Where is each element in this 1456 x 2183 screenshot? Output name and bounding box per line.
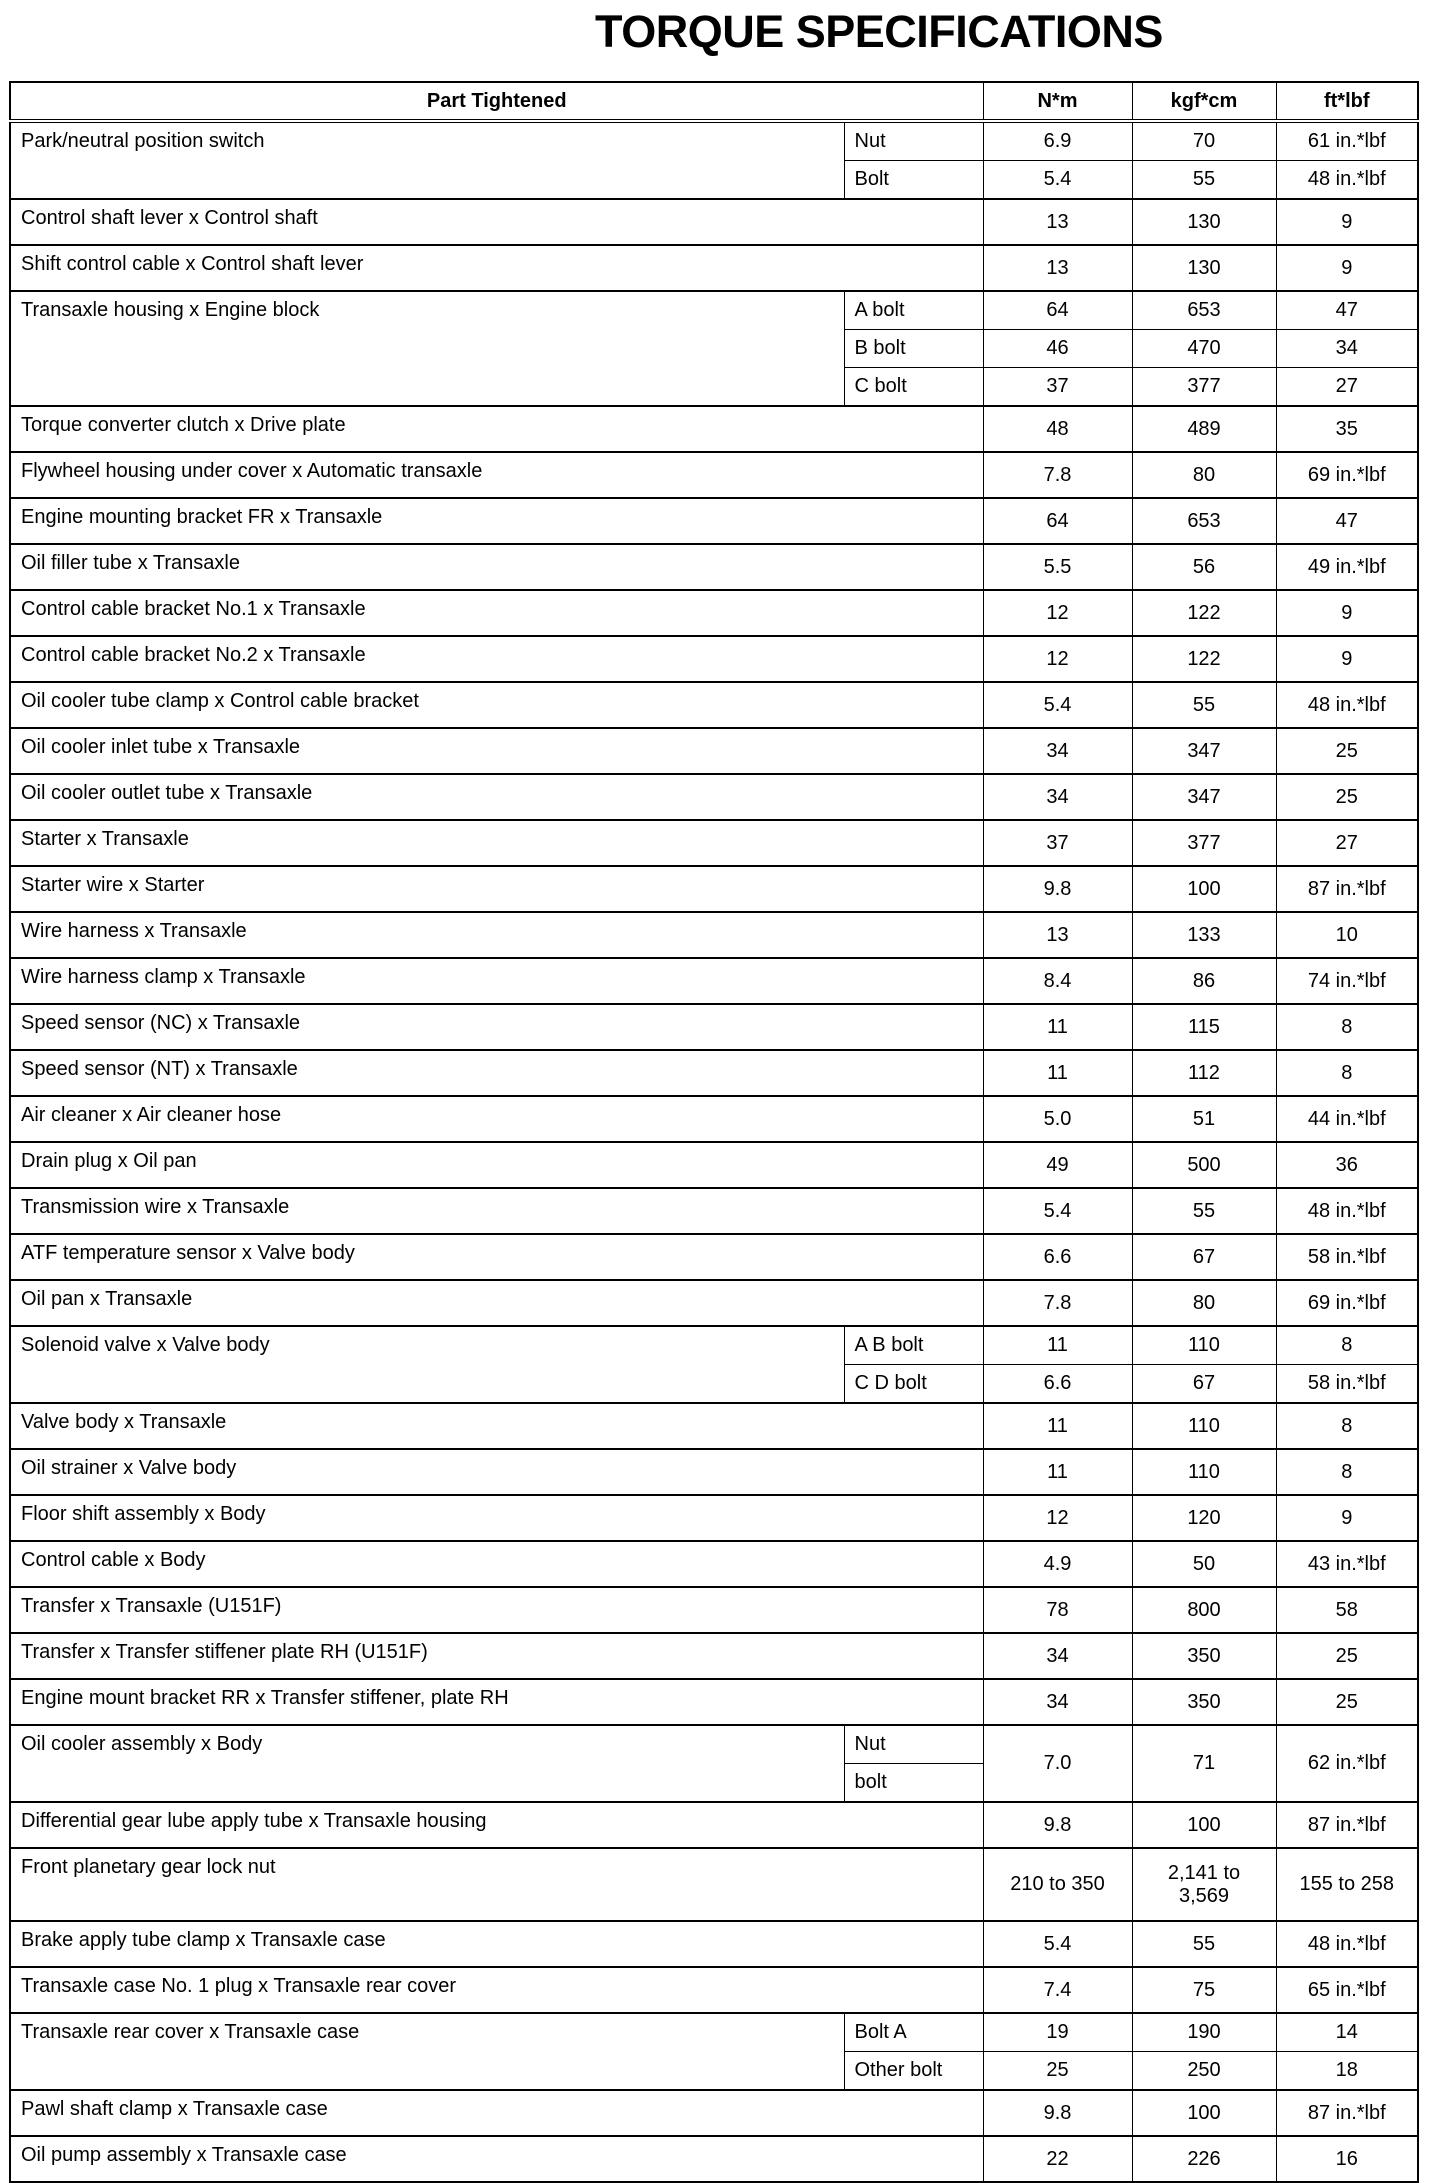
part-name: Starter x Transaxle (10, 820, 983, 866)
value-ft: 48 in.*lbf (1276, 682, 1418, 728)
part-name: Transaxle case No. 1 plug x Transaxle rear cover (10, 1967, 983, 2013)
value-kgf: 133 (1132, 912, 1276, 958)
value-nm: 12 (983, 590, 1132, 636)
value-kgf: 489 (1132, 406, 1276, 452)
value-kgf: 56 (1132, 544, 1276, 590)
value-nm: 34 (983, 1633, 1132, 1679)
value-ft: 58 (1276, 1587, 1418, 1633)
part-name: Wire harness x Transaxle (10, 912, 983, 958)
header-nm: N*m (983, 82, 1132, 121)
value-nm: 5.4 (983, 682, 1132, 728)
header-ft: ft*lbf (1276, 82, 1418, 121)
table-row (10, 1802, 1418, 1848)
sub-part: A bolt (844, 291, 983, 330)
table-row (10, 958, 1418, 1004)
value-kgf: 377 (1132, 820, 1276, 866)
part-name: Oil cooler inlet tube x Transaxle (10, 728, 983, 774)
value-nm: 12 (983, 636, 1132, 682)
value-ft: 58 in.*lbf (1276, 1234, 1418, 1280)
value-ft: 47 (1276, 498, 1418, 544)
part-name: Oil strainer x Valve body (10, 1449, 983, 1495)
table-row (10, 1096, 1418, 1142)
sub-part: A B bolt (844, 1326, 983, 1365)
value-nm: 37 (983, 820, 1132, 866)
value-nm: 7.4 (983, 1967, 1132, 2013)
value-nm: 7.8 (983, 452, 1132, 498)
value-kgf: 350 (1132, 1679, 1276, 1725)
table-row (10, 1280, 1418, 1326)
sub-part: Other bolt (844, 2052, 983, 2091)
value-ft: 69 in.*lbf (1276, 1280, 1418, 1326)
value-kgf: 130 (1132, 245, 1276, 291)
value-ft: 27 (1276, 820, 1418, 866)
value-nm: 9.8 (983, 866, 1132, 912)
sub-part: Nut (844, 121, 983, 161)
table-row (10, 121, 1418, 161)
value-nm: 64 (983, 291, 1132, 330)
value-kgf: 110 (1132, 1326, 1276, 1365)
value-kgf: 190 (1132, 2013, 1276, 2052)
table-row (10, 498, 1418, 544)
table-row (10, 1403, 1418, 1449)
sub-part: C bolt (844, 368, 983, 407)
table-row (10, 291, 1418, 330)
part-name: ATF temperature sensor x Valve body (10, 1234, 983, 1280)
table-header-row (10, 82, 1418, 121)
value-ft: 18 (1276, 2052, 1418, 2091)
value-ft: 87 in.*lbf (1276, 1802, 1418, 1848)
value-kgf: 130 (1132, 199, 1276, 245)
part-name: Drain plug x Oil pan (10, 1142, 983, 1188)
value-nm: 13 (983, 199, 1132, 245)
value-kgf: 250 (1132, 2052, 1276, 2091)
value-kgf: 347 (1132, 728, 1276, 774)
value-kgf: 377 (1132, 368, 1276, 407)
value-ft: 34 (1276, 330, 1418, 368)
table-row (10, 1326, 1418, 1365)
table-row (10, 1587, 1418, 1633)
value-nm: 5.4 (983, 161, 1132, 200)
table-row (10, 1234, 1418, 1280)
part-name: Engine mounting bracket FR x Transaxle (10, 498, 983, 544)
table-row (10, 245, 1418, 291)
value-ft: 155 to 258 (1276, 1848, 1418, 1921)
value-kgf: 50 (1132, 1541, 1276, 1587)
value-kgf: 70 (1132, 121, 1276, 161)
part-name: Control cable x Body (10, 1541, 983, 1587)
value-nm: 49 (983, 1142, 1132, 1188)
table-row (10, 544, 1418, 590)
value-kgf: 653 (1132, 498, 1276, 544)
value-nm: 11 (983, 1326, 1132, 1365)
value-ft: 25 (1276, 1679, 1418, 1725)
table-row (10, 1142, 1418, 1188)
value-ft: 48 in.*lbf (1276, 1188, 1418, 1234)
value-nm: 64 (983, 498, 1132, 544)
value-kgf: 122 (1132, 590, 1276, 636)
value-ft: 49 in.*lbf (1276, 544, 1418, 590)
header-kgf: kgf*cm (1132, 82, 1276, 121)
value-kgf: 80 (1132, 452, 1276, 498)
part-name: Differential gear lube apply tube x Transaxle housing (10, 1802, 983, 1848)
part-name: Park/neutral position switch (10, 121, 844, 199)
value-nm: 37 (983, 368, 1132, 407)
value-nm: 12 (983, 1495, 1132, 1541)
value-nm: 4.9 (983, 1541, 1132, 1587)
value-nm: 7.0 (983, 1725, 1132, 1802)
value-nm: 13 (983, 912, 1132, 958)
value-nm: 11 (983, 1004, 1132, 1050)
part-name: Speed sensor (NC) x Transaxle (10, 1004, 983, 1050)
value-ft: 27 (1276, 368, 1418, 407)
value-ft: 87 in.*lbf (1276, 2090, 1418, 2136)
value-nm: 11 (983, 1449, 1132, 1495)
header-part: Part Tightened (10, 82, 983, 121)
value-kgf: 55 (1132, 682, 1276, 728)
sub-part: bolt (844, 1764, 983, 1803)
value-ft: 25 (1276, 728, 1418, 774)
value-ft: 25 (1276, 774, 1418, 820)
value-ft: 65 in.*lbf (1276, 1967, 1418, 2013)
table-row (10, 1004, 1418, 1050)
part-name: Solenoid valve x Valve body (10, 1326, 844, 1403)
value-kgf: 347 (1132, 774, 1276, 820)
value-ft: 36 (1276, 1142, 1418, 1188)
value-ft: 8 (1276, 1050, 1418, 1096)
value-nm: 48 (983, 406, 1132, 452)
value-nm: 5.4 (983, 1921, 1132, 1967)
value-nm: 11 (983, 1403, 1132, 1449)
part-name: Oil cooler tube clamp x Control cable bracket (10, 682, 983, 728)
part-name: Starter wire x Starter (10, 866, 983, 912)
table-row (10, 2013, 1418, 2052)
value-ft: 9 (1276, 199, 1418, 245)
value-ft: 9 (1276, 590, 1418, 636)
value-kgf: 80 (1132, 1280, 1276, 1326)
value-ft: 87 in.*lbf (1276, 866, 1418, 912)
value-kgf: 110 (1132, 1449, 1276, 1495)
part-name: Speed sensor (NT) x Transaxle (10, 1050, 983, 1096)
value-ft: 43 in.*lbf (1276, 1541, 1418, 1587)
value-kgf: 120 (1132, 1495, 1276, 1541)
part-name: Pawl shaft clamp x Transaxle case (10, 2090, 983, 2136)
sub-part: Nut (844, 1725, 983, 1764)
part-name: Floor shift assembly x Body (10, 1495, 983, 1541)
value-ft: 9 (1276, 636, 1418, 682)
part-name: Transmission wire x Transaxle (10, 1188, 983, 1234)
value-kgf: 55 (1132, 161, 1276, 200)
sub-part: Bolt A (844, 2013, 983, 2052)
value-kgf: 115 (1132, 1004, 1276, 1050)
table-row (10, 452, 1418, 498)
sub-part: C D bolt (844, 1365, 983, 1404)
value-nm: 34 (983, 774, 1132, 820)
value-nm: 5.4 (983, 1188, 1132, 1234)
table-row (10, 1679, 1418, 1725)
part-name: Transaxle housing x Engine block (10, 291, 844, 406)
part-name: Front planetary gear lock nut (10, 1848, 983, 1921)
table-row (10, 774, 1418, 820)
table-row (10, 728, 1418, 774)
table-row (10, 1495, 1418, 1541)
value-kgf: 75 (1132, 1967, 1276, 2013)
value-ft: 58 in.*lbf (1276, 1365, 1418, 1404)
value-ft: 8 (1276, 1403, 1418, 1449)
value-kgf: 100 (1132, 866, 1276, 912)
value-nm: 7.8 (983, 1280, 1132, 1326)
table-row (10, 912, 1418, 958)
value-nm: 13 (983, 245, 1132, 291)
value-ft: 62 in.*lbf (1276, 1725, 1418, 1802)
value-kgf: 71 (1132, 1725, 1276, 1802)
table-row (10, 1050, 1418, 1096)
part-name: Torque converter clutch x Drive plate (10, 406, 983, 452)
value-kgf: 350 (1132, 1633, 1276, 1679)
page-title: TORQUE SPECIFICATIONS (595, 6, 1163, 57)
value-nm: 9.8 (983, 2090, 1132, 2136)
value-ft: 44 in.*lbf (1276, 1096, 1418, 1142)
value-nm: 19 (983, 2013, 1132, 2052)
value-ft: 8 (1276, 1326, 1418, 1365)
value-kgf: 110 (1132, 1403, 1276, 1449)
part-name: Flywheel housing under cover x Automatic transaxle (10, 452, 983, 498)
value-ft: 10 (1276, 912, 1418, 958)
value-ft: 25 (1276, 1633, 1418, 1679)
value-kgf: 100 (1132, 2090, 1276, 2136)
value-kgf: 122 (1132, 636, 1276, 682)
part-name: Engine mount bracket RR x Transfer stiffener, plate RH (10, 1679, 983, 1725)
value-nm: 11 (983, 1050, 1132, 1096)
value-kgf: 100 (1132, 1802, 1276, 1848)
part-name: Transfer x Transaxle (U151F) (10, 1587, 983, 1633)
value-ft: 61 in.*lbf (1276, 121, 1418, 161)
value-nm: 34 (983, 1679, 1132, 1725)
table-row (10, 820, 1418, 866)
value-kgf: 470 (1132, 330, 1276, 368)
value-nm: 6.6 (983, 1234, 1132, 1280)
value-ft: 74 in.*lbf (1276, 958, 1418, 1004)
table-row (10, 1848, 1418, 1921)
value-kgf: 67 (1132, 1365, 1276, 1404)
value-ft: 8 (1276, 1449, 1418, 1495)
value-nm: 34 (983, 728, 1132, 774)
table-row (10, 866, 1418, 912)
value-nm: 5.5 (983, 544, 1132, 590)
table-row (10, 2136, 1418, 2182)
table-row (10, 590, 1418, 636)
table-row (10, 1188, 1418, 1234)
part-name: Air cleaner x Air cleaner hose (10, 1096, 983, 1142)
value-kgf: 51 (1132, 1096, 1276, 1142)
part-name: Transfer x Transfer stiffener plate RH (U151F) (10, 1633, 983, 1679)
value-kgf: 800 (1132, 1587, 1276, 1633)
part-name: Valve body x Transaxle (10, 1403, 983, 1449)
part-name: Oil cooler assembly x Body (10, 1725, 844, 1802)
value-kgf: 112 (1132, 1050, 1276, 1096)
part-name: Control cable bracket No.2 x Transaxle (10, 636, 983, 682)
value-nm: 9.8 (983, 1802, 1132, 1848)
sub-part: Bolt (844, 161, 983, 200)
value-ft: 48 in.*lbf (1276, 161, 1418, 200)
table-row (10, 636, 1418, 682)
value-nm: 6.6 (983, 1365, 1132, 1404)
value-ft: 48 in.*lbf (1276, 1921, 1418, 1967)
table-row (10, 199, 1418, 245)
value-ft: 16 (1276, 2136, 1418, 2182)
table-row (10, 1633, 1418, 1679)
part-name: Control shaft lever x Control shaft (10, 199, 983, 245)
value-nm: 8.4 (983, 958, 1132, 1004)
value-ft: 9 (1276, 245, 1418, 291)
part-name: Shift control cable x Control shaft lever (10, 245, 983, 291)
value-ft: 8 (1276, 1004, 1418, 1050)
table-row (10, 1541, 1418, 1587)
value-nm: 25 (983, 2052, 1132, 2091)
value-kgf: 55 (1132, 1188, 1276, 1234)
part-name: Oil pump assembly x Transaxle case (10, 2136, 983, 2182)
table-row (10, 406, 1418, 452)
value-ft: 14 (1276, 2013, 1418, 2052)
table-row (10, 1921, 1418, 1967)
value-nm: 5.0 (983, 1096, 1132, 1142)
table-row (10, 682, 1418, 728)
part-name: Oil cooler outlet tube x Transaxle (10, 774, 983, 820)
value-nm: 210 to 350 (983, 1848, 1132, 1921)
value-nm: 46 (983, 330, 1132, 368)
table-row (10, 2090, 1418, 2136)
value-ft: 9 (1276, 1495, 1418, 1541)
part-name: Transaxle rear cover x Transaxle case (10, 2013, 844, 2090)
value-ft: 47 (1276, 291, 1418, 330)
part-name: Brake apply tube clamp x Transaxle case (10, 1921, 983, 1967)
value-kgf: 653 (1132, 291, 1276, 330)
table-row (10, 1725, 1418, 1764)
value-kgf: 500 (1132, 1142, 1276, 1188)
part-name: Wire harness clamp x Transaxle (10, 958, 983, 1004)
table-row (10, 1449, 1418, 1495)
sub-part: B bolt (844, 330, 983, 368)
value-ft: 69 in.*lbf (1276, 452, 1418, 498)
part-name: Oil filler tube x Transaxle (10, 544, 983, 590)
value-kgf: 86 (1132, 958, 1276, 1004)
value-nm: 6.9 (983, 121, 1132, 161)
part-name: Oil pan x Transaxle (10, 1280, 983, 1326)
value-ft: 35 (1276, 406, 1418, 452)
value-kgf: 226 (1132, 2136, 1276, 2182)
torque-spec-table (9, 81, 1419, 2183)
value-nm: 22 (983, 2136, 1132, 2182)
table-row (10, 1967, 1418, 2013)
value-nm: 78 (983, 1587, 1132, 1633)
part-name: Control cable bracket No.1 x Transaxle (10, 590, 983, 636)
value-kgf: 67 (1132, 1234, 1276, 1280)
value-kgf: 55 (1132, 1921, 1276, 1967)
value-kgf: 2,141 to 3,569 (1132, 1848, 1276, 1921)
